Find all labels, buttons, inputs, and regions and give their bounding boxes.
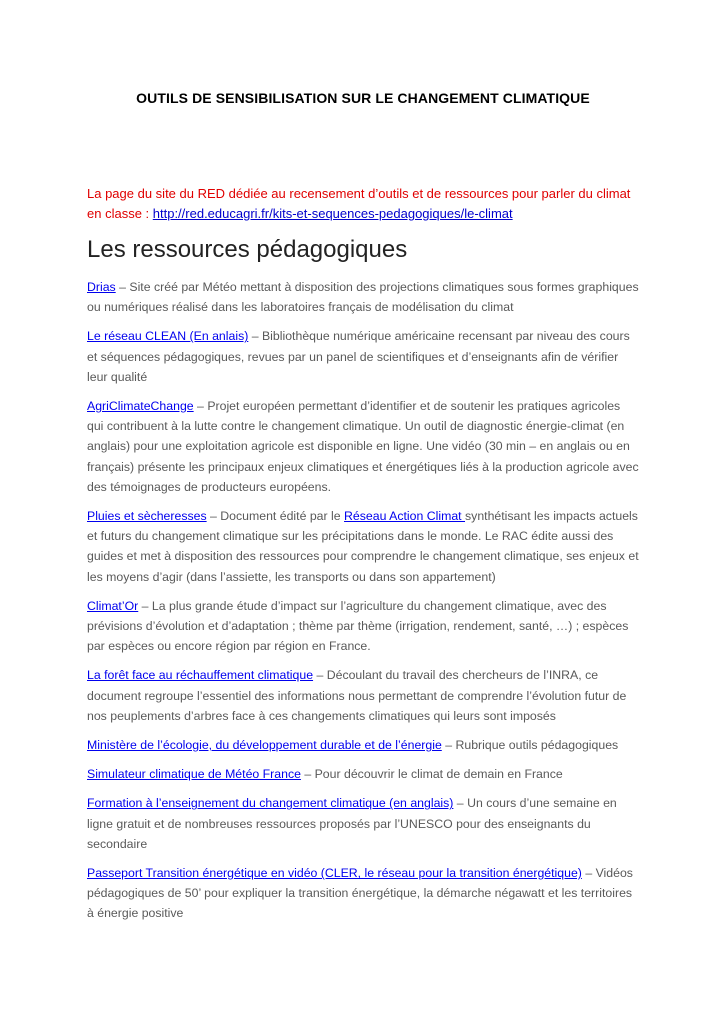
resource-list [87, 277, 639, 933]
resource-description: – Site créé par Météo mettant à disposition des projections climatiques sous formes graphiques ou numériques réalisé dans les laboratoires français de modélisation du climat [87, 280, 639, 315]
intro-link[interactable]: http://red.educagri.fr/kits-et-sequences-pedagogiques/le-climat [152, 206, 513, 221]
resource-item-drias [87, 277, 639, 317]
resource-description: – Document édité par le [206, 509, 345, 524]
resource-description: – Vidéos pédagogiques de 50’ pour expliquer la transition énergétique, la démarche négawatt et les territoires à énergie positive [87, 866, 633, 921]
section-heading: Les ressources pédagogiques [87, 236, 408, 263]
resource-link-simulateur[interactable]: Simulateur climatique de Météo France [87, 767, 301, 782]
resource-link-drias[interactable]: Drias [87, 280, 116, 294]
resource-link-passeport[interactable]: Passeport Transition énergétique en vidéo (CLER, le réseau pour la transition énergétique) [87, 866, 582, 881]
resource-description: – Bibliothèque numérique américaine recensant par niveau des cours et séquences pédagogiques, revues par un panel de scientifiques et d’enseignants afin de vérifier leur qualité [87, 329, 630, 384]
resource-description: – Projet européen permettant d’identifier et de soutenir les pratiques agricoles qui contribuent à la lutte contre le changement climatique. Un outil de diagnostic énergie-climat (en anglais) pour une exploitation agricole est disponible en ligne. Une vidéo (30 min – en anglais ou en français) présente les principaux enjeux climatiques et énergétiques liés à la production agricole avec des témoignages de producteurs européens. [87, 399, 639, 494]
resource-link-foret[interactable]: La forêt face au réchauffement climatique [87, 668, 314, 683]
intro-paragraph [87, 184, 639, 224]
resource-link-agriclimatechange[interactable]: AgriClimateChange [87, 399, 194, 414]
document-title: OUTILS DE SENSIBILISATION SUR LE CHANGEMENT CLIMATIQUE [136, 90, 590, 106]
resource-description: – Pour découvrir le climat de demain en France [300, 767, 563, 782]
resource-item-clean [87, 326, 639, 387]
resource-link-formation[interactable]: Formation à l’enseignement du changement climatique (en anglais) [87, 796, 454, 811]
intro-text: La page du site du RED dédiée au recensement d’outils et de ressources pour parler du climat en classe : [87, 186, 631, 221]
resource-item-formation [87, 793, 639, 854]
resource-description: – Découlant du travail des chercheurs de l’INRA, ce document regroupe l’essentiel des informations nous permettant de comprendre l’évolution futur de nos peuplements d’arbres face à ces changements climatiques qui leurs sont imposés [87, 668, 627, 723]
resource-description: – Un cours d’une semaine en ligne gratuit et de nombreuses ressources proposés par l’UNESCO pour des enseignants du secondaire [87, 796, 617, 851]
resource-description: – La plus grande étude d’impact sur l’agriculture du changement climatique, avec des prévisions d’évolution et d’adaptation ; thème par thème (irrigation, rendement, santé, …) ; espèces par espèces ou encore région par région en France. [87, 598, 629, 654]
resource-link-reseau-action-climat[interactable]: Réseau Action Climat [344, 509, 466, 524]
resource-link-climator[interactable]: Climat’Or [87, 598, 139, 613]
resource-item-agriclimatechange [87, 396, 639, 497]
resource-item-climator [87, 596, 639, 657]
resource-item-passeport [87, 863, 639, 924]
resource-description-continued: synthétisant les impacts actuels et futurs du changement climatique sur les précipitations dans le monde. Le RAC édite aussi des guides et met à disposition des ressources pour comprendre le changement climatique, ses enjeux et les moyens d’agir (dans l’assiette, les transports ou dans son appartement) [87, 509, 639, 584]
resource-link-clean[interactable]: Le réseau CLEAN (En anlais) [87, 329, 249, 344]
resource-link-ministere[interactable]: Ministère de l’écologie, du développement durable et de l’énergie [87, 738, 442, 753]
resource-link-pluies-secheresses[interactable]: Pluies et sècheresses [87, 509, 207, 524]
resource-item-foret [87, 665, 639, 726]
resource-description: – Rubrique outils pédagogiques [441, 738, 619, 753]
resource-item-ministere [87, 735, 639, 755]
resource-item-simulateur [87, 764, 639, 784]
resource-item-pluies-secheresses [87, 506, 639, 587]
